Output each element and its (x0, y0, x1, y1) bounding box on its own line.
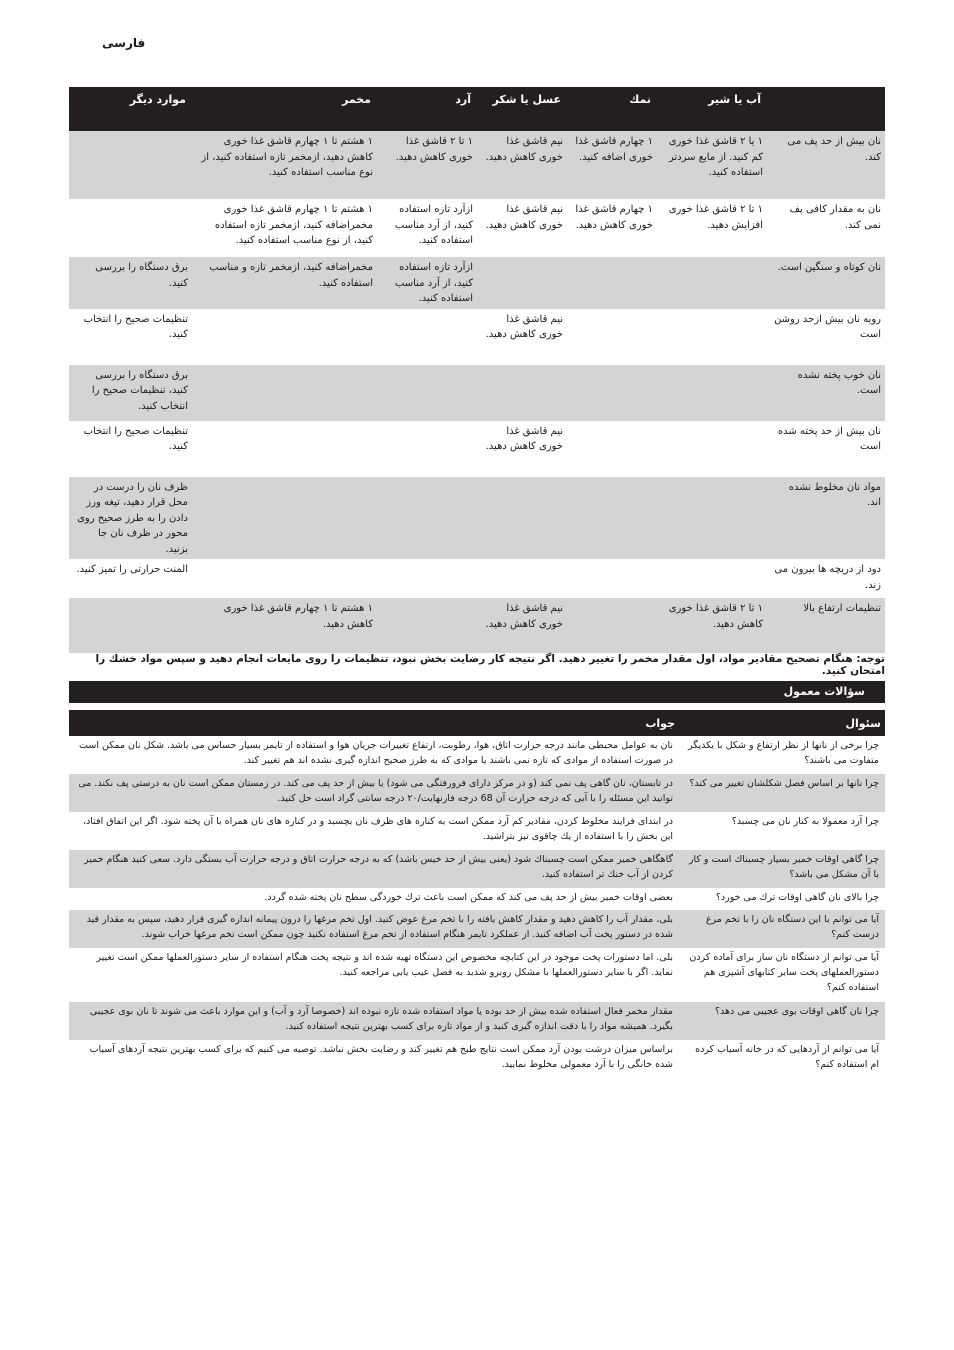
flour-cell (377, 309, 477, 365)
table-row (69, 365, 885, 421)
faq-answer: بعضی اوقات خمیر بیش از حد پف می كند كه ممكن است باعث ترك خوردگی سطح نان پخته شده گردد. (69, 888, 679, 910)
flour-cell: ۱ تا ۲ قاشق غذا خوری كاهش دهید. (377, 131, 477, 199)
salt-cell (567, 421, 657, 477)
troubleshooting-table (69, 87, 885, 653)
faq-answer: براساس میزان درشت بودن آرد ممكن است نتایج طبخ هم تغییر كند و رضایت بخش نباشد. توصیه می كنیم كه برای كسب بهترین نتیجه آردهای آسیاب شده خانگی را با آرد معمولی مخلوط نمایید. (69, 1040, 679, 1078)
faq-row (69, 812, 885, 850)
faq-answer: در تابستان، نان گاهی پف نمی كند (و در مركز دارای فرورفتگی می شود) یا بیش از حد پف می كند. در زمستان ممكن است نان به درستی پف نكند. می توانید این مسئله را با آبی كه درجه حرارت آن 68 درجه فارنهایت/۲۰ درجه سانتی گراد است حل كنید. (69, 774, 679, 812)
problem-cell: نان به مقدار كافی پف نمی كند. (767, 199, 885, 257)
table-row (69, 421, 885, 477)
sugar-cell: نیم قاشق غذا خوری كاهش دهید. (477, 421, 567, 477)
header-water: آب یا شیر (657, 87, 767, 131)
salt-cell (567, 559, 657, 598)
yeast-cell: ۱ هشتم تا ۱ چهارم قاشق غذا خوری كاهش دهید. (192, 598, 377, 653)
water-cell (657, 309, 767, 365)
adjustment-note: توجه: هنگام تصحیح مقادیر مواد، اول مقدار مخمر را تغییر دهید. اگر نتیجه كار رضایت بخش نبود، تنظیمات را روی مایعات انجام دهید و سپس مواد خشك را امتحان كنید. (95, 653, 885, 677)
faq-section-title: سؤالات معمول (69, 681, 885, 703)
sugar-cell: نیم قاشق غذا خوری كاهش دهید. (477, 309, 567, 365)
salt-cell: ۱ چهارم قاشق غذا خوری كاهش دهید. (567, 199, 657, 257)
problem-cell: رویه نان بیش ازحد روشن است (767, 309, 885, 365)
faq-row (69, 948, 885, 1002)
faq-question: چرا نانها بر اساس فصل شكلشان تغییر می كند؟ (679, 774, 885, 812)
sugar-cell: نیم قاشق غذا خوری كاهش دهید. (477, 199, 567, 257)
other-cell: تنظیمات صحیح را انتخاب كنید. (69, 309, 192, 365)
flour-cell (377, 559, 477, 598)
faq-row (69, 850, 885, 888)
faq-header-answer: جواب (69, 710, 679, 736)
faq-row (69, 1040, 885, 1078)
yeast-cell (192, 309, 377, 365)
table-row (69, 598, 885, 653)
table-row (69, 199, 885, 257)
header-other: موارد دیگر (69, 87, 192, 131)
table-header-row (69, 87, 885, 131)
faq-question: چرا آرد معمولا به كنار نان می چسبد؟ (679, 812, 885, 850)
yeast-cell (192, 559, 377, 598)
problem-cell: نان خوب پخته نشده است. (767, 365, 885, 421)
faq-header-row (69, 710, 885, 736)
faq-row (69, 1002, 885, 1040)
table-row (69, 559, 885, 598)
sugar-cell (477, 257, 567, 309)
other-cell: برق دستگاه را بررسی كنید، تنظیمات صحیح را انتخاب كنید. (69, 365, 192, 421)
table-row (69, 257, 885, 309)
language-label: فارسی (102, 36, 146, 50)
sugar-cell: نیم قاشق غذا خوری كاهش دهید. (477, 598, 567, 653)
yeast-cell (192, 477, 377, 560)
problem-cell: مواد نان مخلوط نشده اند. (767, 477, 885, 560)
salt-cell (567, 309, 657, 365)
faq-row (69, 888, 885, 910)
faq-answer: گاهگاهی خمیر ممكن است چسبناك شود (یعنی بیش از حد خیس باشد) كه به درجه حرارت اتاق و درجه حرارت آب بستگی دارد. سعی كنید هنگام خمیر كردن از آب خنك تر استفاده كنید. (69, 850, 679, 888)
other-cell (69, 199, 192, 257)
flour-cell: ازآرد تازه استفاده كنید، از آرد مناسب استفاده كنید. (377, 257, 477, 309)
water-cell (657, 365, 767, 421)
header-sugar: عسل یا شكر (477, 87, 567, 131)
faq-question: آیا می توانم با این دستگاه نان را با تخم مرغ درست كنم؟ (679, 910, 885, 948)
flour-cell (377, 598, 477, 653)
yeast-cell (192, 421, 377, 477)
yeast-cell: ۱ هشتم تا ۱ چهارم قاشق غذا خوری مخمراضافه كنید، ازمخمر تازه استفاده كنید، از نوع مناسب استفاده كنید. (192, 199, 377, 257)
water-cell (657, 421, 767, 477)
other-cell (69, 598, 192, 653)
salt-cell (567, 365, 657, 421)
problem-cell: نان بیش از حد پف می كند. (767, 131, 885, 199)
faq-question: آیا می توانم از آردهایی كه در خانه آسیاب كرده ام استفاده كنم؟ (679, 1040, 885, 1078)
header-problem (767, 87, 885, 131)
faq-question: چرا بالای نان گاهی اوقات ترك می خورد؟ (679, 888, 885, 910)
problem-cell: تنظیمات ارتفاع بالا (767, 598, 885, 653)
sugar-cell: نیم قاشق غذا خوری كاهش دهید. (477, 131, 567, 199)
other-cell: المنت حرارتی را تمیز كنید. (69, 559, 192, 598)
faq-header-question: سئوال (679, 710, 885, 736)
problem-cell: نان بیش از حد پخته شده است (767, 421, 885, 477)
header-salt: نمك (567, 87, 657, 131)
faq-row (69, 774, 885, 812)
faq-question: چرا نان گاهی اوقات بوی عجیبی می دهد؟ (679, 1002, 885, 1040)
header-flour: آرد (377, 87, 477, 131)
water-cell: ۱ تا ۲ قاشق غذا خوری كاهش دهید. (657, 598, 767, 653)
salt-cell: ۱ چهارم قاشق غذا خوری اضافه كنید. (567, 131, 657, 199)
water-cell (657, 477, 767, 560)
faq-answer: بلی، مقدار آب را كاهش دهید و مقدار كاهش یافته را با تخم مرغ عوض كنید. اول تخم مرغها را درون پیمانه اندازه گیری قرار دهید، سپس به مقدار قید شده در دستور پخت آب اضافه كنید. از عملكرد تایمر هنگام استفاده از تخم مرغ استفاده نكنید چون ممكن است تخم مرغها خراب شوند. (69, 910, 679, 948)
faq-answer: نان به عوامل محیطی مانند درجه حرارت اتاق، هوا، رطوبت، ارتفاع تغییرات جریان هوا و استفاده از تایمر بسیار حساس می باشد. شكل نان ممكن است در صورت استفاده از موادی كه تازه نمی باشند یا موادی كه به طرز صحیح اندازه گیری نشده اند هم تغییر كند. (69, 736, 679, 774)
water-cell: ۱ یا ۲ قاشق غذا خوری كم كنید. از مایع سردتر استفاده كنید. (657, 131, 767, 199)
faq-answer: مقدار مخمر فعال استفاده شده بیش از حد بوده یا مواد استفاده شده تازه نبوده اند (خصوصا آرد و آب) و این موارد باعث می شوند تا نان بوی عجیبی بگیرد. همیشه مواد را با دقت اندازه گیری كنید و از مواد تازه برای كسب بهترین نتیجه استفاده كنید. (69, 1002, 679, 1040)
other-cell: تنظیمات صحیح را انتخاب كنید. (69, 421, 192, 477)
faq-question: آیا می توانم از دستگاه نان ساز برای آماده كردن دستورالعملهای پخت سایر كتابهای آشپزی هم استفاده كنم؟ (679, 948, 885, 1002)
salt-cell (567, 598, 657, 653)
flour-cell (377, 477, 477, 560)
other-cell: ظرف نان را درست در محل قرار دهید، تیغه ورز دادن را به طرز صحیح روی محور در ظرف نان جا بزنید. (69, 477, 192, 560)
faq-question: چرا برخی از نانها از نظر ارتفاع و شكل با یكدیگر متفاوت می باشند؟ (679, 736, 885, 774)
faq-table (69, 710, 885, 1078)
faq-answer: در ابتدای فرایند مخلوط كردن، مقادیر كم آرد ممكن است به كناره های ظرف نان بچسبد و در كناره های نان همراه با آن پخته شود. اگر این اتفاق افتاد، این بخش را با استفاده از یك چاقوی تیز بتراشید. (69, 812, 679, 850)
problem-cell: دود از دریچه ها بیرون می زند. (767, 559, 885, 598)
faq-row (69, 910, 885, 948)
sugar-cell (477, 559, 567, 598)
sugar-cell (477, 477, 567, 560)
table-row (69, 309, 885, 365)
faq-question: چرا گاهی اوقات خمیر بسیار چسبناك است و كار با آن مشكل می باشد؟ (679, 850, 885, 888)
problem-cell: نان كوتاه و سنگین است. (767, 257, 885, 309)
flour-cell (377, 421, 477, 477)
other-cell (69, 131, 192, 199)
yeast-cell (192, 365, 377, 421)
water-cell (657, 559, 767, 598)
flour-cell (377, 365, 477, 421)
flour-cell: ازآرد تازه استفاده كنید، از آرد مناسب استفاده كنید. (377, 199, 477, 257)
sugar-cell (477, 365, 567, 421)
yeast-cell: ۱ هشتم تا ۱ چهارم قاشق غذا خوری كاهش دهید، ازمخمر تازه استفاده كنید، از نوع مناسب استفاده كنید. (192, 131, 377, 199)
yeast-cell: مخمراضافه كنید، ازمخمر تازه و مناسب استفاده كنید. (192, 257, 377, 309)
salt-cell (567, 477, 657, 560)
salt-cell (567, 257, 657, 309)
table-row (69, 477, 885, 560)
table-row (69, 131, 885, 199)
header-yeast: مخمر (192, 87, 377, 131)
other-cell: برق دستگاه را بررسی كنید. (69, 257, 192, 309)
water-cell (657, 257, 767, 309)
faq-row (69, 736, 885, 774)
water-cell: ۱ تا ۲ قاشق غذا خوری افزایش دهید. (657, 199, 767, 257)
faq-answer: بلی. اما دستورات پخت موجود در این كتابچه مخصوص این دستگاه تهیه شده اند و نتیجه پخت هنگام استفاده از سایر دستورالعملها ممكن است تغییر نماید. اگر با سایر دستورالعملها با مشكل روبرو شدید به فصل عیب یابی مراجعه كنید. (69, 948, 679, 1002)
